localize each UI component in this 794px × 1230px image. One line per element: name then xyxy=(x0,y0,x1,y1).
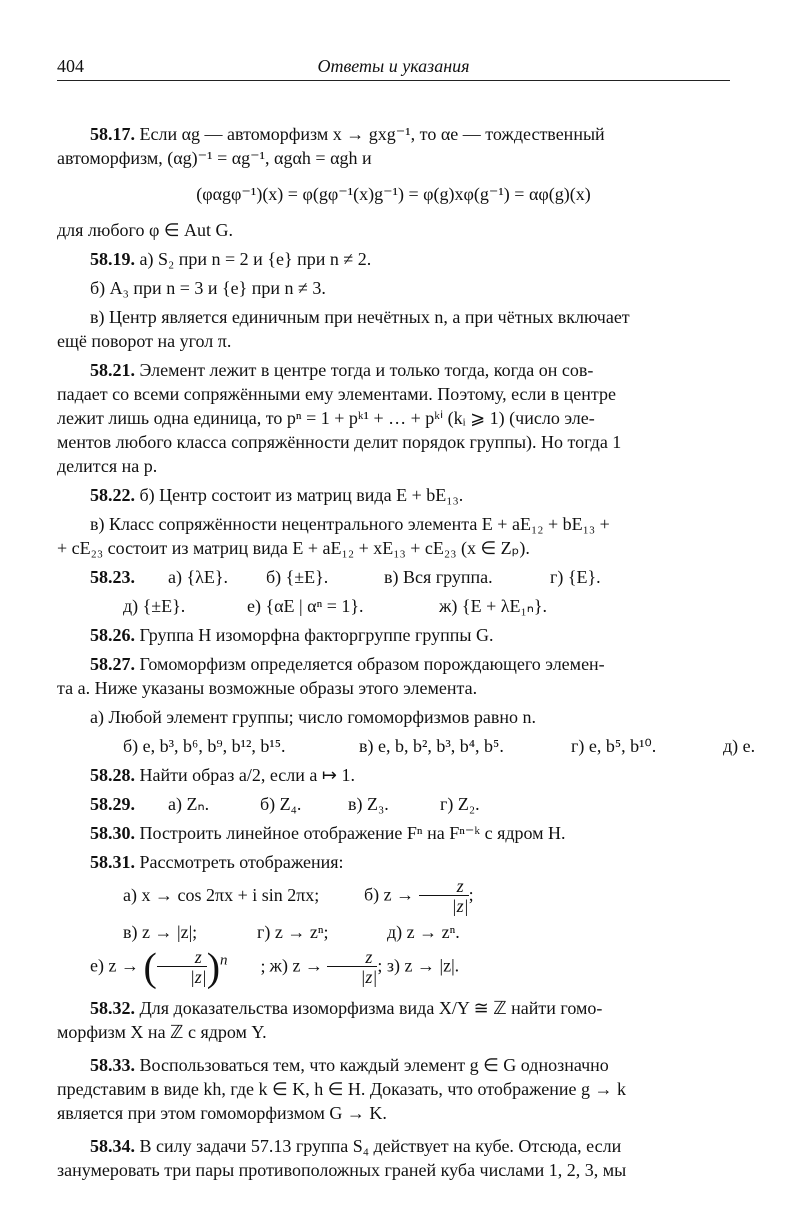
answer-text-line: лежит лишь одна единица, то pⁿ = 1 + pᵏ¹ + … + pᵏⁱ (kᵢ ⩾ 1) (число эле- xyxy=(57,408,595,428)
answer-58-28 xyxy=(57,763,730,787)
answer-text: Рассмотреть отображения: xyxy=(135,852,344,872)
answer-58-26 xyxy=(57,623,730,647)
display-formula: (φαgφ⁻¹)(x) = φ(gφ⁻¹(x)g⁻¹) = φ(g)xφ(g⁻¹) = αφ(g)(x) xyxy=(196,184,591,204)
answer-item: ; xyxy=(468,884,474,905)
answer-item: е) z → xyxy=(90,955,139,976)
fraction-numerator: z xyxy=(157,948,207,967)
fraction-denominator: |z| xyxy=(360,967,378,987)
answer-item: б) z → xyxy=(364,884,415,905)
problem-number: 58.27. xyxy=(90,654,135,674)
answer-text-line: представим в виде kh, где k ∈ K, h ∈ H. Доказать, что отображение g → k xyxy=(57,1079,627,1099)
fraction-numerator: z xyxy=(419,877,469,896)
left-paren: ( xyxy=(143,944,157,990)
answer-58-32 xyxy=(57,996,730,1020)
problem-number: 58.22. xyxy=(90,485,135,505)
answer-text: Гомоморфизм определяется образом порождающего элемен- xyxy=(135,654,605,674)
problem-number: 58.21. xyxy=(90,360,135,380)
answer-text: Найти образ a/2, если a ↦ 1. xyxy=(135,765,355,785)
answer-text-line: делится на p. xyxy=(57,456,158,476)
answer-58-17 xyxy=(57,122,730,146)
answer-58-29 xyxy=(57,792,730,816)
answer-text-line: б) A₃ при n = 3 и {e} при n ≠ 3. xyxy=(90,278,326,298)
problem-number: 58.23. xyxy=(90,567,135,587)
answer-item: д) {±E}. xyxy=(123,596,186,616)
fraction-numerator: z xyxy=(327,948,377,967)
answer-58-31-b xyxy=(57,920,730,944)
answer-58-31-c xyxy=(57,944,730,990)
problem-number: 58.33. xyxy=(90,1055,135,1075)
answer-text-line: является при этом гомоморфизмом G → K. xyxy=(57,1103,387,1123)
fraction xyxy=(419,877,469,916)
answer-58-31-a xyxy=(57,877,730,916)
answer-58-27-cont xyxy=(57,734,756,758)
answer-58-33 xyxy=(57,1053,730,1077)
answer-58-31 xyxy=(57,850,730,874)
answer-item: в) Z₃. xyxy=(348,794,389,814)
answer-item: а) x → cos 2πx + i sin 2πx; xyxy=(123,884,320,905)
answer-text-line: падает со всеми сопряжёнными ему элементами. Поэтому, если в центре xyxy=(57,384,616,404)
answer-item: г) z → zⁿ; xyxy=(257,922,329,942)
answer-text: б) Центр состоит из матриц вида E + bE₁₃. xyxy=(135,485,464,505)
answer-item: в) Вся группа. xyxy=(384,567,493,587)
answer-item: б) {±E}. xyxy=(266,567,329,587)
answer-58-23 xyxy=(57,565,730,589)
answer-item: ; xyxy=(260,955,266,976)
answer-text: Построить линейное отображение Fⁿ на Fⁿ⁻ᵏ с ядром H. xyxy=(135,823,566,843)
answer-item: б) e, b³, b⁶, b⁹, b¹², b¹⁵. xyxy=(123,736,286,756)
answer-item: ; з) z → |z|. xyxy=(377,955,460,976)
answer-58-30 xyxy=(57,821,730,845)
answer-text-line: морфизм X на ℤ с ядром Y. xyxy=(57,1022,267,1042)
answer-text: Если αg — автоморфизм x → gxg⁻¹, то αe — тождественный xyxy=(135,124,605,144)
problem-number: 58.31. xyxy=(90,852,135,872)
answer-item: е) {αE | αⁿ = 1}. xyxy=(247,596,364,616)
problem-number: 58.26. xyxy=(90,625,135,645)
answer-item: г) Z₂. xyxy=(440,794,480,814)
answer-text-line: ментов любого класса сопряжённости делит порядок группы). Но тогда 1 xyxy=(57,432,622,452)
running-title: Ответы и указания xyxy=(317,56,470,76)
answer-text-line: занумеровать три пары противоположных граней куба числами 1, 2, 3, мы xyxy=(57,1160,627,1180)
right-paren: ) xyxy=(206,944,221,990)
fraction-denominator: |z| xyxy=(451,896,469,916)
answer-text: а) S₂ при n = 2 и {e} при n ≠ 2. xyxy=(135,249,372,269)
answer-text: Элемент лежит в центре тогда и только тогда, когда он сов- xyxy=(135,360,594,380)
answer-58-19 xyxy=(57,247,730,271)
answer-item: а) Zₙ. xyxy=(168,794,210,814)
page-header xyxy=(57,56,730,81)
answer-text: Для доказательства изоморфизма вида X/Y ≅ ℤ найти гомо- xyxy=(135,998,603,1018)
answer-item: ж) {E + λE₁ₙ}. xyxy=(439,596,548,616)
answer-text: Группа H изоморфна факторгруппе группы G. xyxy=(135,625,494,645)
answer-text: Воспользоваться тем, что каждый элемент g ∈ G однозначно xyxy=(135,1055,609,1075)
problem-number: 58.30. xyxy=(90,823,135,843)
problem-number: 58.19. xyxy=(90,249,135,269)
answer-58-21 xyxy=(57,358,730,382)
answer-item: ж) z → xyxy=(269,955,323,976)
answer-58-34 xyxy=(57,1134,730,1158)
page-number: 404 xyxy=(57,56,84,76)
fraction xyxy=(327,948,377,987)
page-body xyxy=(57,122,756,1182)
answer-item: в) e, b, b², b³, b⁴, b⁵. xyxy=(359,736,504,756)
answer-item: б) Z₄. xyxy=(260,794,302,814)
problem-number: 58.28. xyxy=(90,765,135,785)
answer-item: д) e. xyxy=(723,736,756,756)
answer-text-line: + cE₂₃ состоит из матриц вида E + aE₁₂ + xE₁₃ + cE₂₃ (x ∈ Zₚ). xyxy=(57,538,530,558)
answer-text-line: в) Класс сопряжённости нецентрального элемента E + aE₁₂ + bE₁₃ + xyxy=(90,514,610,534)
answer-item: а) {λE}. xyxy=(168,567,228,587)
answer-58-22 xyxy=(57,483,730,507)
problem-number: 58.29. xyxy=(90,794,135,814)
answer-text-line: для любого φ ∈ Aut G. xyxy=(57,220,234,240)
problem-number: 58.32. xyxy=(90,998,135,1018)
answer-text-line: ещё поворот на угол π. xyxy=(57,331,232,351)
fraction xyxy=(157,948,207,987)
problem-number: 58.17. xyxy=(90,124,135,144)
answer-item: г) e, b⁵, b¹⁰. xyxy=(571,736,657,756)
answer-text-line: а) Любой элемент группы; число гомоморфизмов равно n. xyxy=(90,707,537,727)
answer-text-line: в) Центр является единичным при нечётных n, а при чётных включает xyxy=(90,307,630,327)
answer-text-line: та a. Ниже указаны возможные образы этого элемента. xyxy=(57,678,478,698)
answer-text: В силу задачи 57.13 группа S₄ действует на кубе. Отсюда, если xyxy=(135,1136,622,1156)
answer-58-23-cont xyxy=(57,594,730,618)
answer-item: д) z → zⁿ. xyxy=(387,922,460,942)
answer-text-line: автоморфизм, (αg)⁻¹ = αg⁻¹, αgαh = αgh и xyxy=(57,148,372,168)
exponent: n xyxy=(220,952,228,969)
answer-item: в) z → |z|; xyxy=(123,922,198,942)
answer-58-27 xyxy=(57,652,730,676)
answer-item: г) {E}. xyxy=(550,567,601,587)
problem-number: 58.34. xyxy=(90,1136,135,1156)
fraction-denominator: |z| xyxy=(189,967,207,987)
